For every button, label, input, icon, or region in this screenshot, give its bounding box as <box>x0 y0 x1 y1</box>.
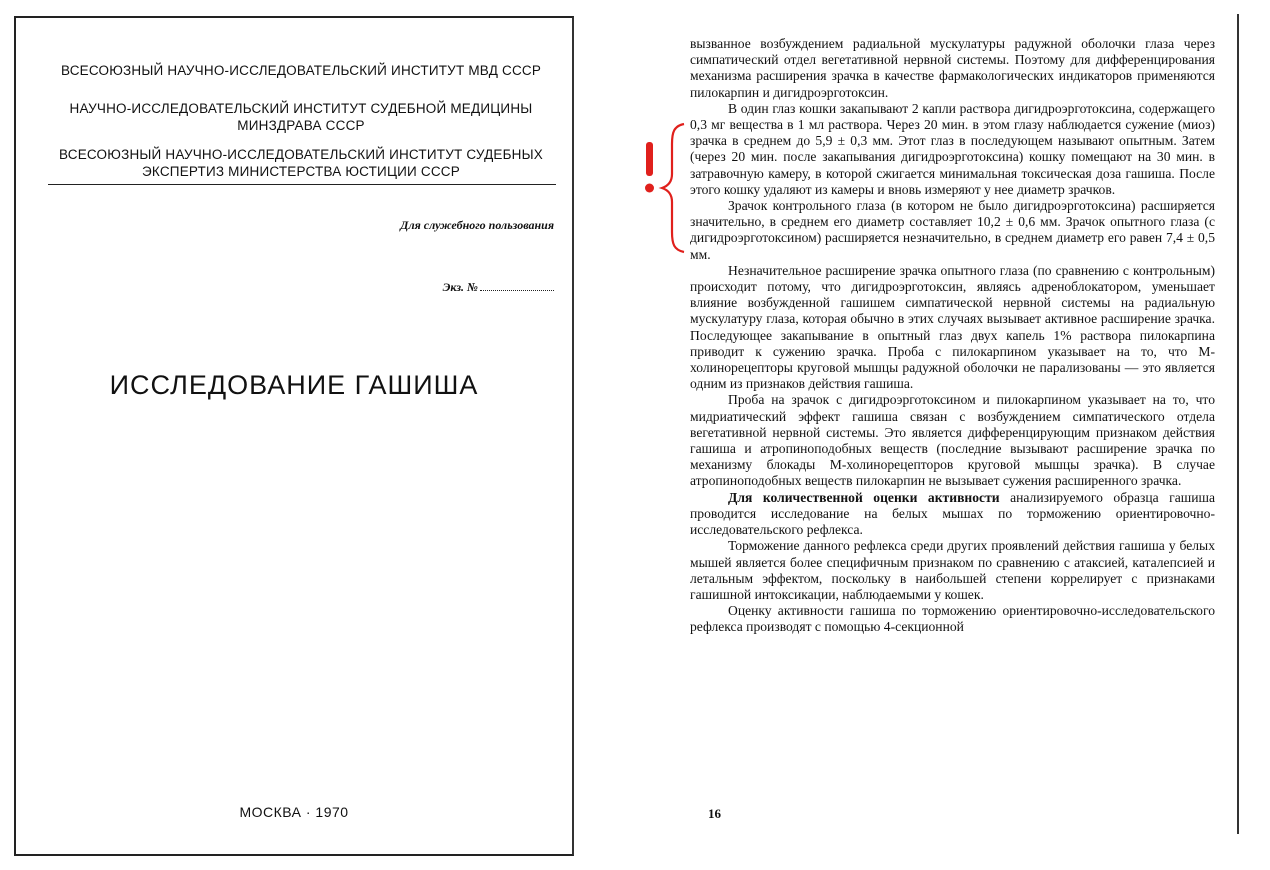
paragraph-8: Оценку активности гашиша по торможению ориентировочно-исследовательского рефлекса производят с помощью 4-секционной <box>690 603 1215 635</box>
restriction-label: Для служебного пользования <box>400 218 554 232</box>
paragraph-6-bold-lead: Для количественной оценки активности <box>728 489 1000 505</box>
paragraph-7: Торможение данного рефлекса среди других проявлений действия гашиша у белых мышей является более специфичным признаком по сравнению с атаксией, каталепсией и летальным эффектом, поскольку в наибольшей степени коррелирует с признаками гашишной интоксикации, наблюдаемыми у кошек. <box>690 538 1215 602</box>
place-year: МОСКВА · 1970 <box>239 804 349 820</box>
paragraph-5: Проба на зрачок с дигидроэрготоксином и пилокарпином указывает на то, что мидриатический эффект гашиша связан с возбуждением симпатического отдела вегетативной нервной системы. Это является дифференцирующим признаком действия гашиша и атропиноподобных веществ (последние вызывают расширение зрачка по механизму блокады М-холинорецепторов круговой мышцы зрачка). В случае атропиноподобных веществ пилокарпин не вызывает сужения расширенного зрачка. <box>690 392 1215 489</box>
copy-number-blank <box>480 280 554 291</box>
institution-2: НАУЧНО-ИССЛЕДОВАТЕЛЬСКИЙ ИНСТИТУТ СУДЕБНОЙ МЕДИЦИНЫ МИНЗДРАВА СССР <box>69 101 533 133</box>
copy-number-label: Экз. № <box>442 280 478 294</box>
page-number: 16 <box>708 806 721 821</box>
paragraph-2: В один глаз кошки закапывают 2 капли раствора дигидроэрготоксина, содержащего 0,3 мг вещества в 1 мл раствора. Через 20 мин. в этом глазу наблюдается сужение (миоз) зрачка в среднем до 5,9 ± 0,3 мм. Этот глаз в последующем называют опытным. Затем (через 20 мин. после закапывания дигидроэрготоксина) кошку помещают на 30 мин. в затравочную камеру, в которой сжигается минимальная токсическая доза гашиша. После этого кошку удаляют из камеры и вновь измеряют у нее диаметр зрачков. <box>690 100 1215 197</box>
paragraph-4: Незначительное расширение зрачка опытного глаза (по сравнению с контрольным) происходит потому, что дигидроэрготоксин, являясь адреноблокатором, уменьшает влияние возбужденной гашишем симпатической нервной системы на радиальную мускулатуру глаза, которая обычно в этих случаях вызывает активное расширение зрачка. Последующее закапывание в опытный глаз двух капель 1% раствора пилокарпина приводит к сужению зрачка. Проба с пилокарпином указывает на то, что М-холинорецепторы круговой мышцы радужной оболочки не парализованы — это является одним из признаков действия гашиша. <box>690 262 1215 392</box>
exclamation-brace-icon <box>640 122 690 254</box>
page-edge-line <box>1237 14 1239 834</box>
copy-number-field <box>443 280 554 295</box>
institution-1: ВСЕСОЮЗНЫЙ НАУЧНО-ИССЛЕДОВАТЕЛЬСКИЙ ИНСТИТУТ МВД СССР <box>60 63 542 78</box>
margin-annotation <box>640 122 690 254</box>
paragraph-1: вызванное возбуждением радиальной мускулатуры радужной оболочки глаза через симпатический отдел вегетативной нервной системы. Поэтому для дифференцирования механизма расширения зрачка в качестве фармакологических индикаторов применяются пилокарпин и дигидроэрготоксин. <box>690 36 1215 100</box>
paragraph-6-rest: анализируемого образца гашиша проводится исследование на белых мышах по торможению ориентировочно-исследовательского рефлекса. <box>690 489 1215 538</box>
institution-3: ВСЕСОЮЗНЫЙ НАУЧНО-ИССЛЕДОВАТЕЛЬСКИЙ ИНСТИТУТ СУДЕБНЫХ ЭКСПЕРТИЗ МИНИСТЕРСТВА ЮСТИЦИИ СССР <box>58 147 543 179</box>
paragraph-3: Зрачок контрольного глаза (в котором не было дигидроэрготоксина) расширяется значительно, в среднем его диаметр составляет 10,2 ± 0,6 мм. Зрачок опытного глаза (с дигидроэрготоксином) расширяется незначительно, в среднем диаметр его равен 7,4 ± 0,5 мм. <box>690 198 1215 262</box>
paragraph-6 <box>690 490 1215 539</box>
left-page-cover <box>14 16 574 856</box>
right-page-text <box>690 36 1215 636</box>
document-title: ИССЛЕДОВАНИЕ ГАШИША <box>109 370 479 400</box>
header-divider <box>48 184 556 185</box>
